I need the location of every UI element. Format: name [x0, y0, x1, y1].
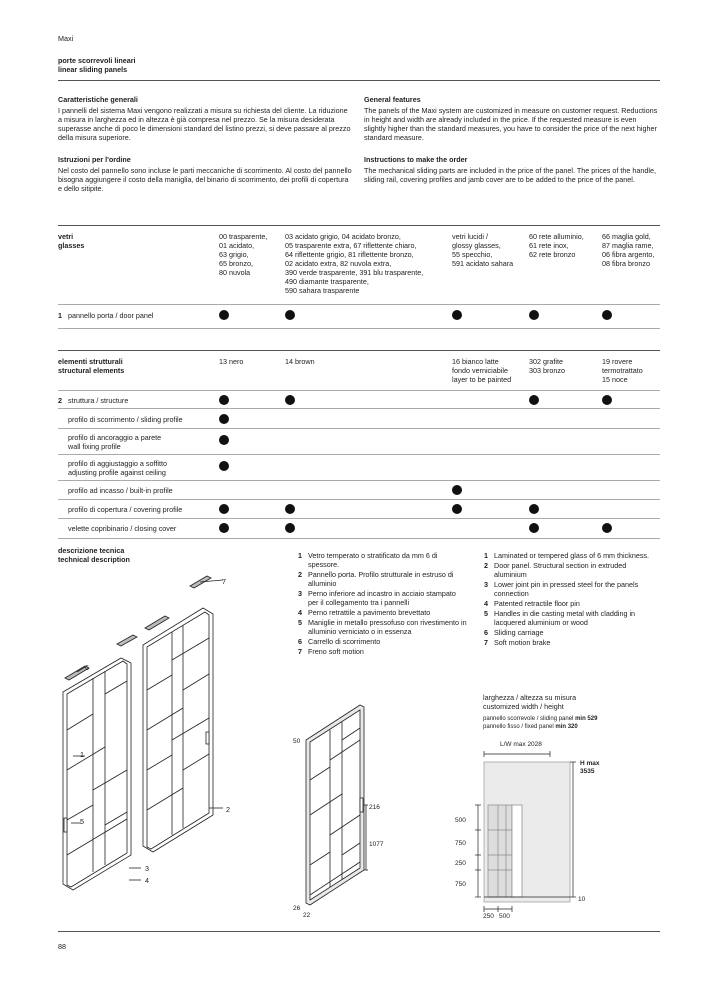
technical-list-it: 1 Vetro temperato o stratificato da mm 6 di spessore. 2 Pannello porta. Profilo strutturale in estruso di alluminio 3 Perno inferiore ad incastro in acciaio stampato per il collegamento tra i pannelli 4 Perno retrattile a pavimento brevettato 5 Maniglie in metallo pressofuso con rivestimento in alluminio verniciato o in essenza 6 Carrello di scorrimento 7 Freno soft motion: [298, 551, 467, 656]
availability-dot: [452, 485, 462, 495]
technical-list-en: 1 Laminated or tempered glass of 6 mm thickness. 2 Door panel. Structural section in extruded aluminium 3 Lower joint pin in pressed steel for the panels connection 4 Patented retractile floor pin 5 Handles in die casting metal with cladding in lacquered aluminium or wood 6 Sliding carriage 7 Soft motion brake: [484, 551, 650, 647]
availability-dot: [219, 461, 229, 471]
technical-label-it: descrizione tecnica: [58, 546, 125, 555]
subtitle-en: linear sliding panels: [58, 65, 128, 74]
structural-divider: [58, 518, 660, 519]
availability-dot: [219, 504, 229, 514]
iso-label-4: 4: [145, 876, 149, 885]
elev-dim-216: 216: [369, 804, 380, 811]
glasses-divider-bottom: [58, 328, 660, 329]
availability-dot: [285, 395, 295, 405]
structural-label-it: elementi strutturali: [58, 357, 123, 366]
subtitle-it: porte scorrevoli lineari: [58, 56, 136, 65]
general-text-it: I pannelli del sistema Maxi vengono realizzati a misura su richiesta del cliente. La riduzione a misura in larghezza ed in altezza è già compresa nel prezzo. Se la misura desiderata superasse anche di poco le dimensioni standard del listino prezzi, si deve passare al prezzo della misura superiore.: [58, 106, 351, 142]
structural-label-en: structural elements: [58, 366, 125, 375]
availability-dot: [529, 523, 539, 533]
structural-divider-bottom: [58, 538, 660, 539]
availability-dot: [529, 395, 539, 405]
iso-label-3: 3: [145, 864, 149, 873]
general-title-it: Caratteristiche generali: [58, 95, 138, 104]
dim-250: 250: [455, 860, 466, 867]
order-text-en: The mechanical sliding parts are included in the price of the panel. The prices of the handle, sliding rail, covering profiles and jamb cover are to be added to the price of the panel.: [364, 166, 656, 184]
availability-dot: [452, 504, 462, 514]
iso-label-2: 2: [226, 805, 230, 814]
availability-dot: [602, 310, 612, 320]
glasses-col-4: 60 rete alluminio, 61 rete inox, 62 rete bronzo: [529, 232, 584, 259]
availability-dot: [602, 523, 612, 533]
subrow-covering-profile: profilo di copertura / covering profile: [68, 505, 183, 514]
dim-h-max-value: 3535: [580, 768, 595, 775]
elev-dim-50: 50: [293, 738, 301, 745]
availability-dot: [285, 504, 295, 514]
structural-col-4: 302 grafite 303 bronzo: [529, 357, 565, 375]
availability-dot: [219, 310, 229, 320]
iso-label-1: 1: [80, 750, 84, 759]
glasses-col-2: 03 acidato grigio, 04 acidato bronzo, 05 trasparente extra, 67 riflettente chiaro, 64 riflettente grigio, 81 riflettente bronzo, 02 acidato extra, 82 nuvola extra, 390 verde trasparente, 391 blu trasparente, 490 diamante trasparente, 590 sahara trasparente: [285, 232, 424, 295]
availability-dot: [602, 395, 612, 405]
subrow-closing-cover: velette copribinario / closing cover: [68, 524, 177, 533]
glasses-label-it: vetri: [58, 232, 74, 241]
glasses-row-label: 1 pannello porta / door panel: [58, 311, 154, 320]
sizes-fixed: pannello fisso / fixed panel min 320: [483, 724, 578, 730]
availability-dot: [219, 523, 229, 533]
subrow-adjusting-profile: profilo di aggiustaggio a soffitto adjusting profile against ceiling: [68, 459, 167, 477]
glasses-col-3: vetri lucidi / glossy glasses, 55 specchio, 591 acidato sahara: [452, 232, 514, 268]
brand-name: Maxi: [58, 34, 74, 43]
glasses-divider-mid: [58, 304, 660, 305]
elev-dim-1077: 1077: [369, 841, 384, 848]
availability-dot: [285, 310, 295, 320]
technical-label-en: technical description: [58, 555, 130, 564]
glasses-col-5: 66 maglia gold, 87 maglia rame, 06 fibra argento, 08 fibra bronzo: [602, 232, 655, 268]
structural-divider: [58, 428, 660, 429]
dim-bottom-250: 250: [483, 913, 494, 920]
dim-10: 10: [578, 896, 586, 903]
structure-row-label: 2 struttura / structure: [58, 396, 129, 405]
availability-dot: [285, 523, 295, 533]
dim-bottom-500: 500: [499, 913, 510, 920]
availability-dot: [219, 395, 229, 405]
footer-divider: [58, 931, 660, 932]
subrow-built-in-profile: profilo ad incasso / built-in profile: [68, 486, 173, 495]
dim-h-max-label: H max: [580, 760, 600, 767]
structural-divider: [58, 499, 660, 500]
structural-col-1: 13 nero: [219, 357, 244, 366]
order-title-it: Istruzioni per l'ordine: [58, 155, 131, 164]
glasses-label-en: glasses: [58, 241, 85, 250]
elev-dim-22: 22: [303, 912, 311, 919]
order-text-it: Nel costo del pannello sono incluse le parti meccaniche di scorrimento. Al costo del pannello bisogna aggiungere il costo della maniglia, del binario di scorrimento, dei profili di copertura e dello sitipite.: [58, 166, 352, 193]
dim-lw-max: L/W max 2028: [500, 741, 542, 748]
isometric-panels-drawing: [55, 570, 255, 900]
iso-label-7: 7: [222, 577, 226, 586]
iso-label-5: 5: [80, 817, 84, 826]
page-number: 88: [58, 942, 66, 951]
subrow-wall-fixing-profile: profilo di ancoraggio a parete wall fixing profile: [68, 433, 162, 451]
structural-divider: [58, 454, 660, 455]
glasses-divider-top: [58, 225, 660, 226]
dim-750-b: 750: [455, 881, 466, 888]
structural-divider: [58, 390, 660, 391]
availability-dot: [219, 414, 229, 424]
structural-col-3: 16 bianco latte fondo verniciabile layer to be painted: [452, 357, 512, 384]
structural-divider-top: [58, 350, 660, 351]
structural-divider: [58, 408, 660, 409]
availability-dot: [452, 310, 462, 320]
availability-dot: [219, 435, 229, 445]
panel-elevation-drawing: [300, 700, 370, 910]
elev-dim-26: 26: [293, 905, 301, 912]
general-title-en: General features: [364, 95, 421, 104]
availability-dot: [529, 504, 539, 514]
sizes-sliding: pannello scorrevole / sliding panel min 529: [483, 716, 598, 722]
sizes-title-en: customized width / height: [483, 702, 564, 711]
iso-label-6: 6: [85, 663, 89, 672]
order-title-en: Instructions to make the order: [364, 155, 468, 164]
structural-divider: [58, 480, 660, 481]
dimension-schematic-drawing: [460, 745, 590, 920]
dim-500: 500: [455, 817, 466, 824]
general-text-en: The panels of the Maxi system are customized in measure on customer request. Reductions in height and width are already included in the price. If the requested measure is even slightly higher than the standard measures, you have to consider the price of the next higher standard measure.: [364, 106, 658, 142]
structural-col-2: 14 brown: [285, 357, 315, 366]
subrow-sliding-profile: profilo di scorrimento / sliding profile: [68, 415, 183, 424]
sizes-title-it: larghezza / altezza su misura: [483, 693, 577, 702]
header-divider: [58, 80, 660, 81]
availability-dot: [529, 310, 539, 320]
structural-col-5: 19 rovere termotrattato 15 noce: [602, 357, 643, 384]
glasses-col-1: 00 trasparente, 01 acidato, 63 grigio, 65 bronzo, 80 nuvola: [219, 232, 268, 277]
dim-750-a: 750: [455, 840, 466, 847]
